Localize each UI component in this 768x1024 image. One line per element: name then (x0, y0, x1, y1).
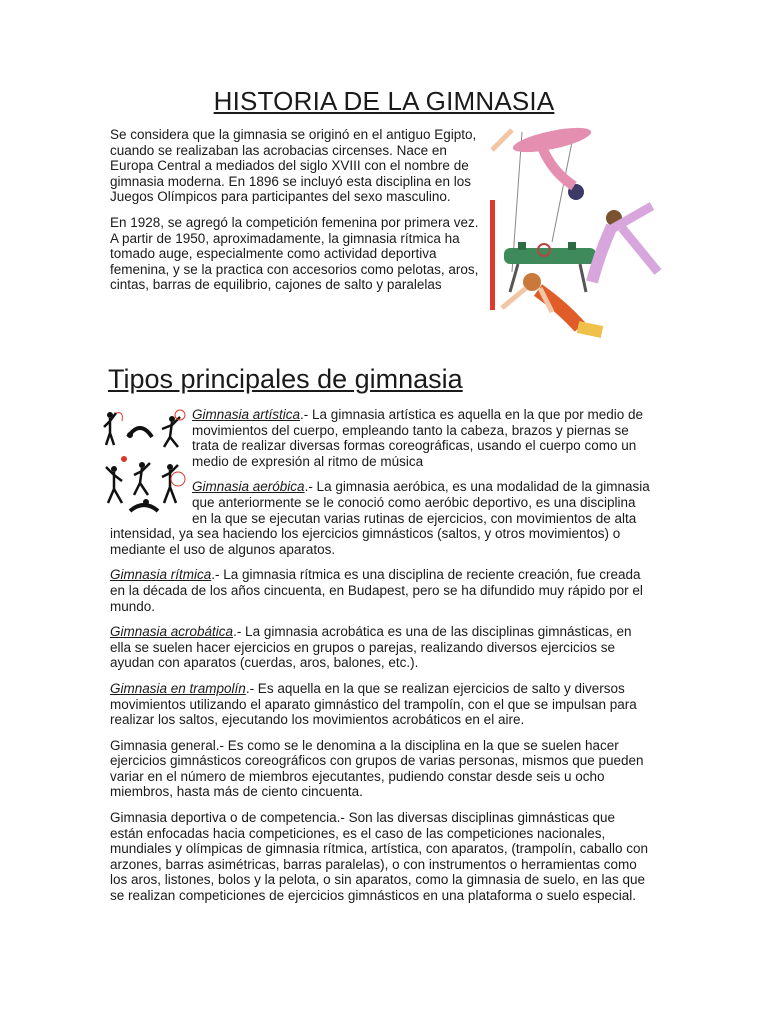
type-acrobatica (110, 624, 650, 671)
gymnast-male-body (592, 226, 612, 282)
type-trampolin (110, 681, 650, 728)
gymnast-female-body (511, 123, 593, 157)
type-aerobica (110, 479, 650, 557)
rhythmic-gymnasts-silhouettes (100, 407, 186, 517)
bar-red (490, 200, 495, 310)
type-description: .- La gimnasia artística es aquella en la que por medio de movimientos del cuerpo, empleando tanto la cabeza, brazos y piernas se trata de realizar diversas formas coreográficas, usando el cuerpo como un medio de expresión al ritmo de música (192, 407, 643, 469)
type-description: .- Es aquella en la que se realizan ejercicios de salto y diversos movimientos utilizando el aparato gimnástico del trampolín, con el que se impulsan para realizar los saltos, ejecutando los movimientos acrobáticos en el aire. (110, 680, 637, 728)
type-description: .- La gimnasia acrobática es una de las disciplinas gimnásticas, en ella se suelen hacer ejercicios en grupos o parejas, realizando diversos ejercicios se ayudan con aparatos (cuerdas, aros, balones, etc.). (110, 624, 632, 671)
artistic-gymnasts-illustration (482, 122, 662, 344)
intro-paragraph-2: En 1928, se agregó la competición femenina por primera vez. A partir de 1950, aproximadamente, la gimnasia rítmica ha tomado auge, especialmente como actividad deportiva femenina, y se la practica con accesorios como pelotas, aros, cintas, barras de equilibrio, cajones de salto y paralelas (110, 214, 479, 293)
type-ritmica (110, 567, 650, 614)
paragraph-gimnasia-general: Gimnasia general.- Es como se le denomina a la disciplina en la que se suelen hacer ejercicios gimnásticos coreográficos con grupos de varias personas, mismos que pueden variar en el número de miembros ejecutantes, pudiendo constar desde seis u ocho miembros, hasta más de ciento cincuenta. (110, 737, 644, 800)
paragraph-gimnasia-deportiva: Gimnasia deportiva o de competencia.- Son las diversas disciplinas gimnásticas que están enfocadas hacia competiciones, es el caso de las competiciones nacionales, mundiales y olímpicas de gimnasia rítmica, artística, con aparatos, (trampolín, caballo con arzones, barras asimétricas, barras paralelas), o con instrumentos o herramientas como los aros, listones, bolos y la pelota, o sin aparatos, como la gimnasia de suelo, en las que se realizan competiciones de ejercicios gimnásticos en una plataforma o suelo especial. (110, 810, 648, 904)
type-description: .- La gimnasia aeróbica, es una modalidad de la gimnasia que anteriormente se le conoció como aeróbic deportivo, es una disciplina en la que se ejecutan varias rutinas de ejercicios, con movimientos de alta intensidad, ya sea haciendo los ejercicios gimnásticos (saltos, y otros movimientos) o mediante el uso de algunos aparatos. (110, 479, 650, 557)
type-description: .- La gimnasia rítmica es una disciplina de reciente creación, fue creada en la década de los años cincuenta, en Budapest, pero se ha difundido muy rápido por el mundo. (110, 567, 643, 614)
type-term: Gimnasia artística (192, 407, 301, 422)
intro-paragraph-1: Se considera que la gimnasia se originó en el antiguo Egipto, cuando se realizaban las acrobacias circenses. Nace en Europa Central a mediados del siglo XVIII con el nombre de gimnasia moderna. En 1896 se incluyó esta disciplina en los Juegos Olímpicos para participantes del sexo masculino. (110, 127, 477, 205)
page-title: HISTORIA DE LA GIMNASIA (213, 86, 555, 116)
type-term: Gimnasia aeróbica (192, 479, 305, 495)
intro-text (110, 127, 480, 303)
type-term: Gimnasia rítmica (110, 567, 212, 583)
type-term: Gimnasia en trampolín (110, 680, 246, 696)
types-section (110, 407, 650, 914)
type-artistica (110, 407, 650, 469)
section-title: Tipos principales de gimnasia (108, 364, 463, 394)
type-term: Gimnasia acrobática (110, 624, 234, 640)
